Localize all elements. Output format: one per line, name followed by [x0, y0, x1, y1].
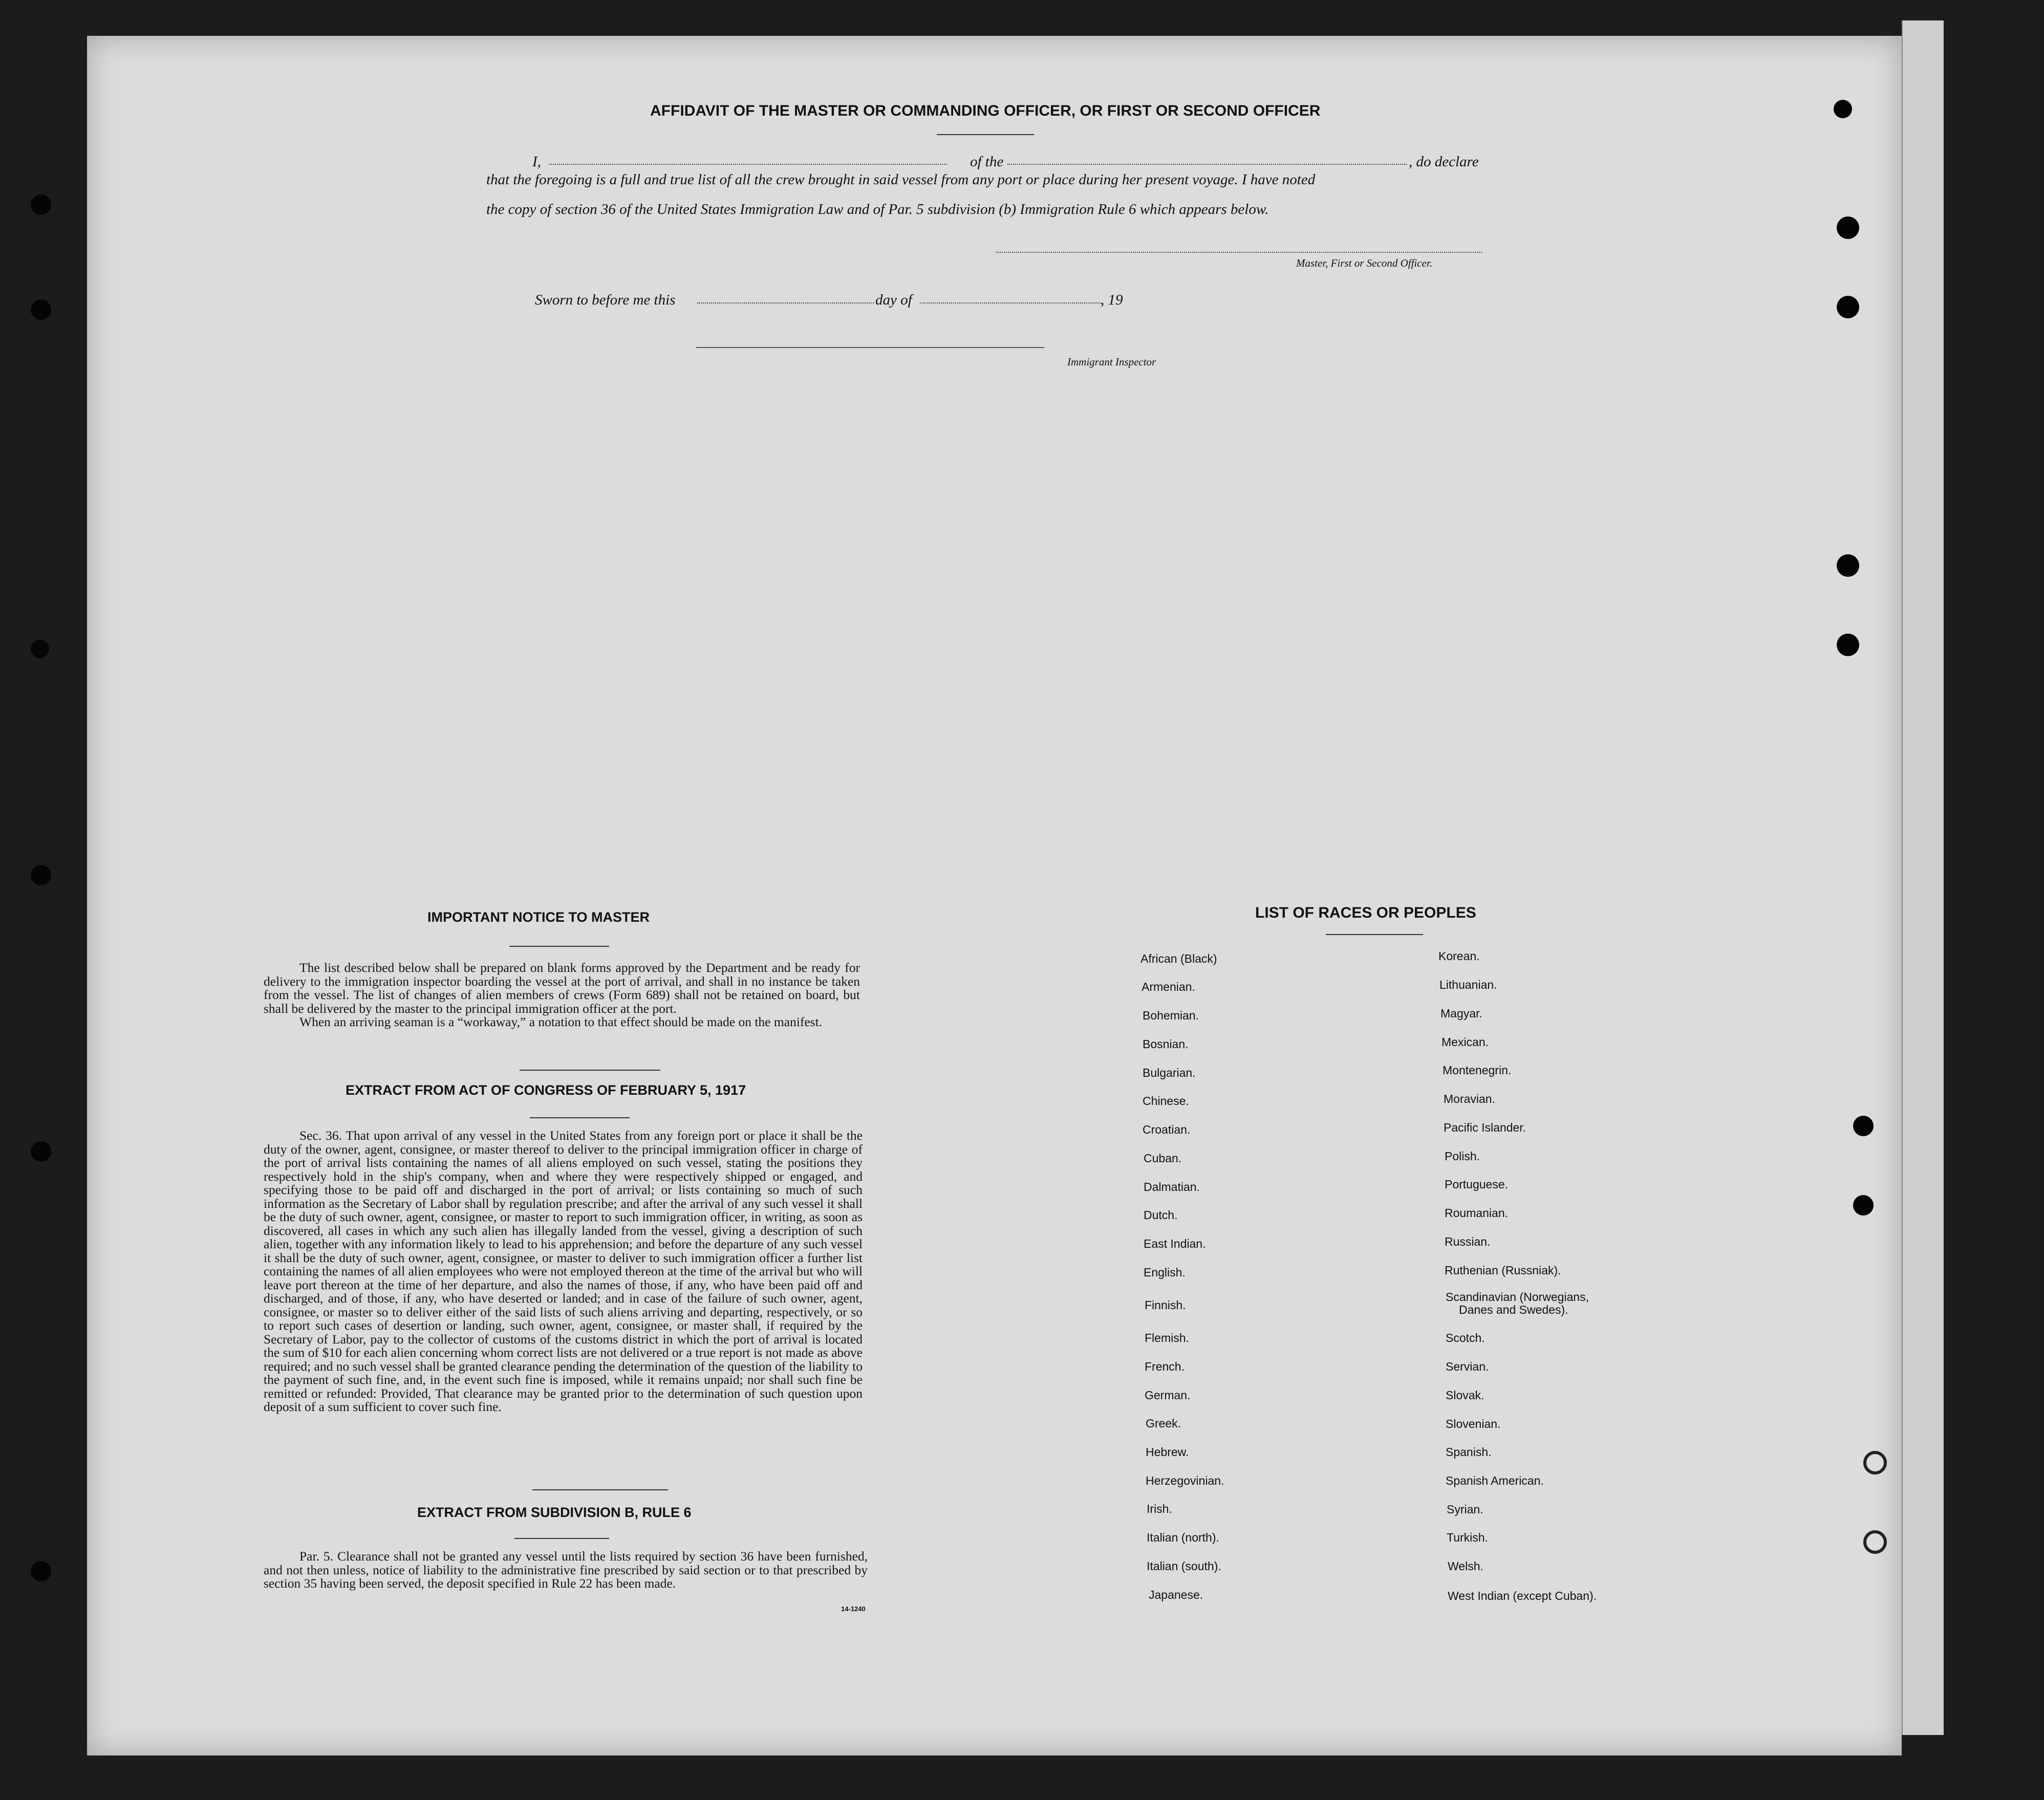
extract-act-paragraph: Sec. 36. That upon arrival of any vessel in the United States from any foreign port or place it shall be the duty of the owner, agent, consignee, or master thereof to deliver to the principal immigration officer in charge of the port of arrival lists containing the names of all aliens employed on such vessel, stating the positions they respectively hold in the ship's company, when and where they were respectively shipped or engaged, and specifying those to be paid off and discharged in the port of arrival; or lists containing so much of such information as the Secretary of Labor shall by regulation prescribe; and after the arrival of any such vessel it shall be the duty of such owner, agent, consignee, or master to report to such immigration officer, in writing, as soon as discovered, all cases in which any such alien has illegally landed from the vessel, giving a description of such alien, together with any information likely to lead to his apprehension; and before the departure of any such vessel it shall be the duty of such owner, agent, consignee, or master to deliver to such immigration officer a further list containing the names of all alien employees who were not employed thereon at the time of the arrival but who will leave port thereon at the time of her departure, and also the names of those, if any, who have been paid off and discharged, and of those, if any, who have deserted or landed; and in case of the failure of such owner, agent, consignee, or master so to deliver either of the said lists of such aliens arriving and departing, respectively, or so to report such cases of desertion or landing, such owner, agent, consignee, or master shall, if required by the Secretary of Labor, pay to the collector of customs of the customs district in which the port of arrival is located the sum of $10 for each alien concerning whom correct lists are not delivered or a true report is not made as above required; and no such vessel shall be granted clearance pending the determination of the question of the liability to the payment of such fine, and, in the event such fine is imposed, while it remains unpaid; nor shall such fine be remitted or refunded: Provided, That clearance may be granted prior to the determination of such question upon deposit of a sum sufficient to cover such fine.	[264, 1128, 863, 1414]
sworn-month-field[interactable]	[920, 302, 1102, 303]
race-item: African (Black)	[1141, 952, 1217, 965]
name-blank-field[interactable]	[549, 164, 947, 165]
race-item: Italian (north).	[1147, 1531, 1219, 1544]
race-item: Syrian.	[1447, 1503, 1483, 1516]
race-item: Italian (south).	[1147, 1559, 1221, 1573]
race-item: Scotch.	[1446, 1331, 1485, 1344]
race-item: Japanese.	[1149, 1588, 1203, 1601]
inspector-caption: Immigrant Inspector	[1067, 356, 1156, 368]
punch-hole-icon	[31, 1561, 51, 1581]
race-item: Montenegrin.	[1443, 1064, 1512, 1077]
punch-hole-icon	[1837, 216, 1859, 239]
race-item: Servian.	[1446, 1360, 1489, 1373]
extract-act-text	[264, 1129, 863, 1414]
punch-hole-icon	[1834, 100, 1852, 118]
race-item: Irish.	[1147, 1502, 1172, 1515]
race-item: Roumanian.	[1445, 1206, 1509, 1220]
punch-hole-icon	[31, 865, 51, 885]
race-item: Portuguese.	[1445, 1178, 1509, 1191]
race-item: Magyar.	[1440, 1007, 1482, 1020]
race-item: Slovak.	[1446, 1389, 1484, 1402]
vessel-blank-field[interactable]	[1007, 164, 1407, 165]
race-item: Bohemian.	[1143, 1009, 1199, 1022]
race-item: Scandinavian (Norwegians,	[1446, 1290, 1589, 1304]
affidavit-line-2: that the foregoing is a full and true list of all the crew brought in said vessel from any port or place during her present voyage. I have noted	[486, 171, 1316, 188]
race-item: Mexican.	[1441, 1035, 1489, 1049]
race-item: Armenian.	[1142, 980, 1195, 993]
race-item: Hebrew.	[1146, 1445, 1189, 1459]
extract-rule-text	[264, 1550, 868, 1591]
race-item: Lithuanian.	[1439, 978, 1497, 991]
punch-hole-icon	[1837, 554, 1859, 577]
punch-hole-icon	[1853, 1116, 1874, 1136]
race-item: Welsh.	[1448, 1559, 1483, 1573]
notice-text	[264, 961, 860, 1029]
affidavit-declare-label: , do declare	[1409, 154, 1479, 170]
race-item: Flemish.	[1145, 1331, 1189, 1344]
inspector-signature-field[interactable]	[696, 347, 1044, 348]
extract-act-title: EXTRACT FROM ACT OF CONGRESS OF FEBRUARY 5, 1917	[346, 1082, 746, 1098]
race-item: Spanish.	[1446, 1445, 1492, 1459]
race-item: French.	[1145, 1360, 1185, 1373]
race-item: Turkish.	[1447, 1531, 1488, 1544]
race-item: Chinese.	[1143, 1094, 1189, 1108]
race-item: Dutch.	[1144, 1208, 1178, 1222]
races-title: LIST OF RACES OR PEOPLES	[1255, 904, 1476, 921]
divider	[520, 1070, 660, 1071]
race-item: Dalmatian.	[1144, 1180, 1200, 1194]
race-item: West Indian (except Cuban).	[1448, 1589, 1597, 1602]
divider	[509, 946, 609, 947]
race-item: German.	[1145, 1389, 1191, 1402]
race-item: Bulgarian.	[1143, 1066, 1196, 1079]
year-label: , 19	[1101, 292, 1123, 308]
punch-hole-icon	[1837, 634, 1859, 656]
race-item: Croatian.	[1143, 1123, 1191, 1136]
race-item: Polish.	[1445, 1150, 1480, 1163]
race-item: Finnish.	[1145, 1298, 1186, 1312]
notice-paragraph-2: When an arriving seaman is a “workaway,” a notation to that effect should be made on the manifest.	[299, 1014, 823, 1029]
punch-hole-icon	[31, 299, 51, 320]
divider	[514, 1538, 609, 1539]
divider	[532, 1489, 668, 1490]
race-item: Pacific Islander.	[1444, 1121, 1526, 1134]
day-of-label: day of	[875, 292, 912, 308]
affidavit-title: AFFIDAVIT OF THE MASTER OR COMMANDING OFFICER, OR FIRST OR SECOND OFFICER	[650, 102, 1321, 119]
race-item: Bosnian.	[1143, 1037, 1189, 1051]
race-item: Ruthenian (Russniak).	[1445, 1264, 1561, 1277]
affidavit-of-the-label: of the	[970, 154, 1004, 170]
race-item: Korean.	[1438, 949, 1480, 963]
race-item: Herzegovinian.	[1146, 1474, 1224, 1487]
race-item: Slovenian.	[1446, 1417, 1501, 1430]
punch-hole-icon	[31, 640, 49, 658]
divider	[530, 1117, 630, 1118]
underlying-page-edge	[1902, 20, 1944, 1735]
notice-title: IMPORTANT NOTICE TO MASTER	[427, 909, 650, 925]
race-item: Moravian.	[1444, 1092, 1495, 1105]
notice-paragraph-1: The list described below shall be prepared on blank forms approved by the Department and be ready for delivery to the immigration inspector boarding the vessel at the port of arrival, and shall in no instance be taken from the vessel. The list of changes of alien members of crews (Form 689) shall not be retained on board, but shall be delivered by the master to the principal immigration officer at the port.	[264, 960, 860, 1016]
sworn-label: Sworn to before me this	[535, 292, 676, 308]
master-signature-caption: Master, First or Second Officer.	[1296, 257, 1432, 269]
race-item: Cuban.	[1144, 1152, 1182, 1165]
form-number: 14-1240	[841, 1605, 866, 1613]
punch-hole-icon	[1853, 1195, 1874, 1216]
punch-hole-icon	[1863, 1530, 1887, 1554]
race-item: Spanish American.	[1446, 1474, 1544, 1487]
document-sheet	[87, 36, 1902, 1755]
divider	[937, 134, 1034, 135]
race-item: East Indian.	[1144, 1237, 1206, 1250]
master-signature-field[interactable]	[996, 252, 1482, 253]
race-item: Greek.	[1146, 1417, 1181, 1430]
race-item: Russian.	[1445, 1235, 1491, 1248]
affidavit-line-3: the copy of section 36 of the United States Immigration Law and of Par. 5 subdivision (b) Immigration Rule 6 which appears below.	[486, 201, 1269, 218]
extract-rule-paragraph: Par. 5. Clearance shall not be granted any vessel until the lists required by section 36 have been furnished, and not then unless, notice of liability to the administrative fine prescribed by said section or to that prescribed by section 35 having been served, the deposit specified in Rule 22 has been made.	[264, 1549, 868, 1591]
race-item: Danes and Swedes).	[1459, 1303, 1568, 1316]
affidavit-i-label: I,	[532, 154, 541, 170]
punch-hole-icon	[31, 194, 51, 215]
punch-hole-icon	[1863, 1451, 1887, 1474]
punch-hole-icon	[1837, 296, 1859, 318]
divider	[1326, 934, 1423, 935]
punch-hole-icon	[31, 1141, 51, 1162]
sworn-date-field[interactable]	[697, 302, 874, 303]
race-item: English.	[1144, 1266, 1186, 1279]
extract-rule-title: EXTRACT FROM SUBDIVISION B, RULE 6	[417, 1505, 692, 1520]
